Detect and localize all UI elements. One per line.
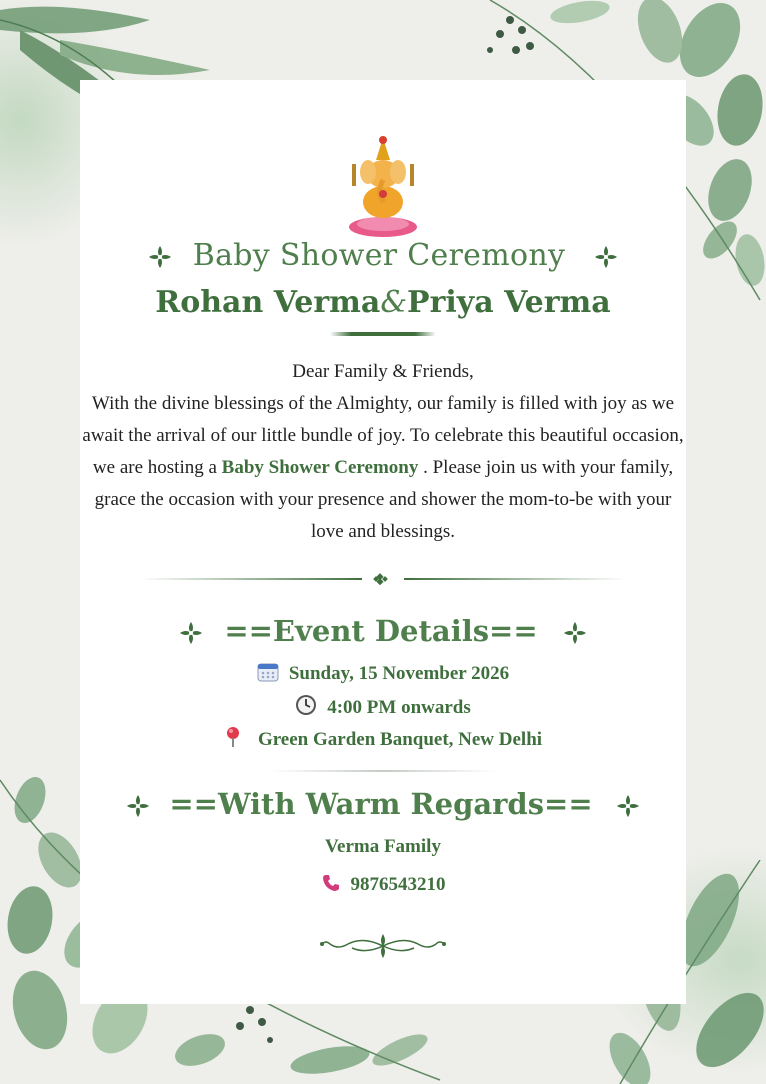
event-time-row	[80, 694, 686, 719]
leaf-motif-icon	[147, 244, 173, 270]
family-name: Verma Family	[325, 836, 441, 857]
greeting: Dear Family & Friends,	[292, 361, 474, 382]
phone-number: 9876543210	[350, 874, 446, 895]
event-details-heading: ==Event Details==	[224, 614, 538, 648]
map-pin-icon	[224, 726, 242, 748]
event-venue: Green Garden Banquet, New Delhi	[257, 729, 543, 750]
leaf-motif-icon	[178, 620, 204, 646]
event-date: Sunday, 15 November 2026	[288, 663, 510, 684]
host-first: Rohan Verma	[155, 285, 381, 320]
phone-row	[80, 873, 686, 896]
clock-icon	[295, 694, 317, 716]
flourish-ornament	[318, 932, 448, 960]
section-divider	[140, 572, 626, 586]
event-title-row	[80, 238, 686, 273]
invitation-message	[80, 356, 686, 548]
message-body: With the divine blessings of the Almighty, our family is filled with joy as we await the arrival of our little bundle of joy. To celebrate this beautiful occasion, we are hosting a Baby Shower Ceremony . Please join us with your family, grace the occasion with your presence and shower the mom-to-be with your love and blessings.	[82, 393, 684, 542]
calendar-icon	[257, 662, 279, 682]
message-highlight: Baby Shower Ceremony	[221, 457, 419, 478]
leaf-motif-icon	[562, 620, 588, 646]
host-names	[80, 285, 686, 320]
leaf-motif-icon	[593, 244, 619, 270]
ganesha-icon	[346, 132, 420, 242]
regards-heading-row	[80, 787, 686, 821]
host-ampersand: &	[380, 285, 408, 320]
event-details-heading-row	[80, 614, 686, 648]
title-underline	[330, 332, 436, 336]
phone-icon	[321, 873, 341, 893]
event-title: Baby Shower Ceremony	[192, 238, 566, 273]
event-time: 4:00 PM onwards	[327, 697, 471, 718]
regards-divider	[270, 770, 496, 772]
leaf-motif-icon	[615, 793, 641, 819]
event-date-row	[80, 662, 686, 685]
regards-heading: ==With Warm Regards==	[169, 787, 593, 821]
host-second: Priya Verma	[407, 285, 611, 320]
leaf-motif-icon	[125, 793, 151, 819]
event-venue-row	[80, 726, 686, 751]
